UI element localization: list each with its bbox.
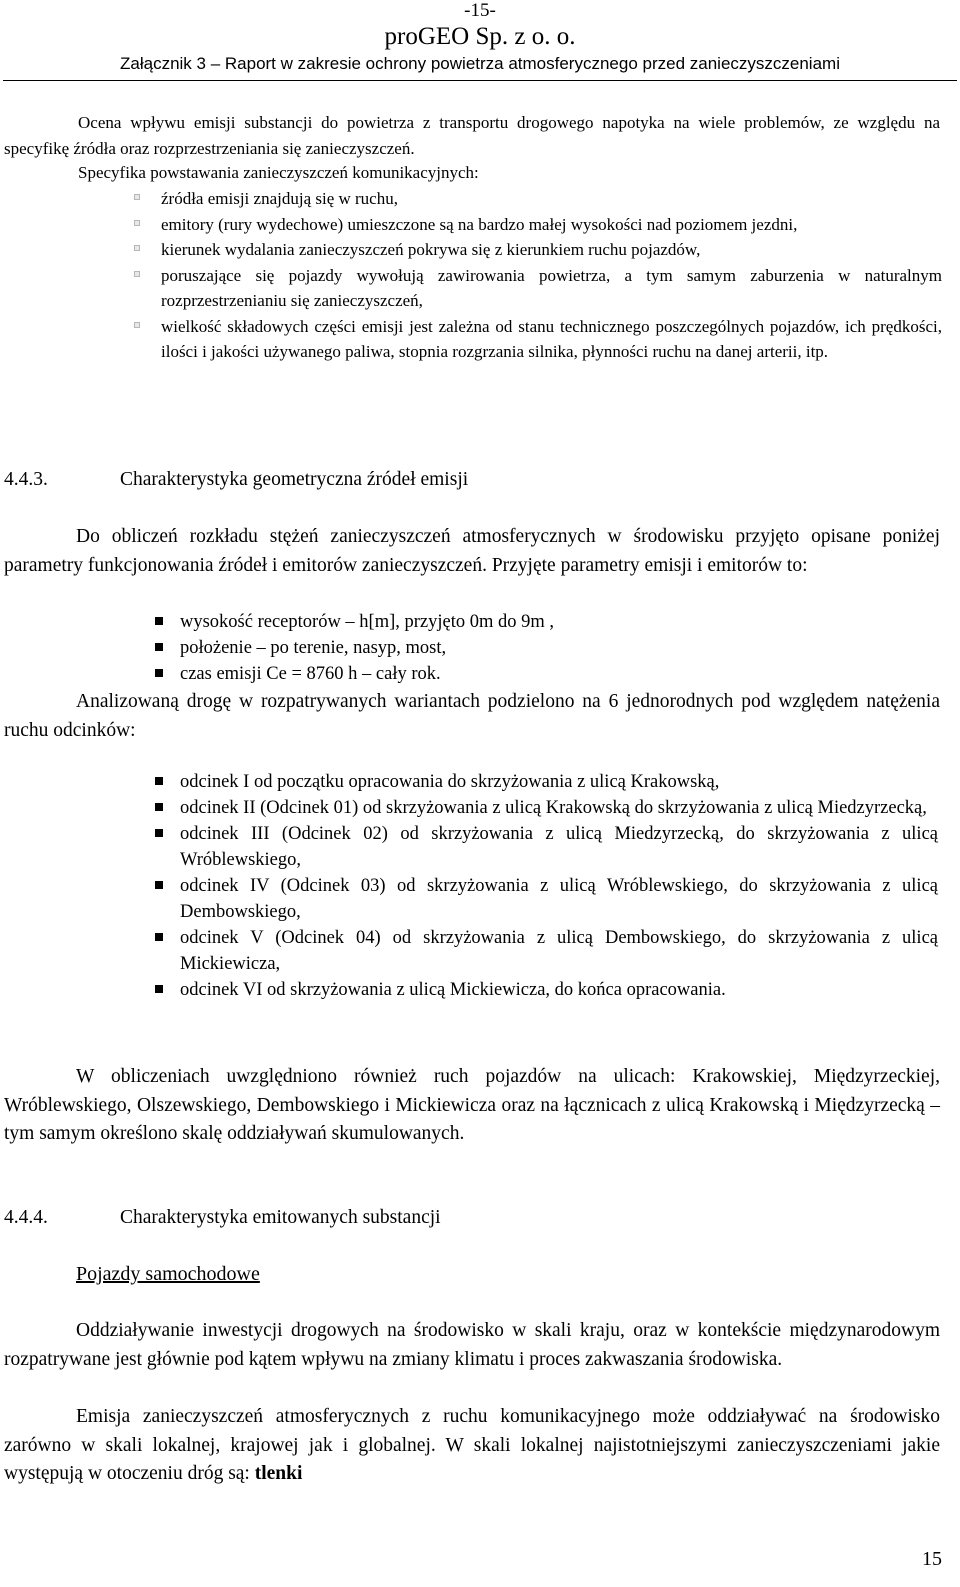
- square-bullet-icon: [155, 829, 163, 837]
- list-item: odcinek VI od skrzyżowania z ulicą Mickiewicza, do końca opracowania.: [148, 977, 938, 1003]
- square-bullet-icon: [134, 322, 140, 328]
- list-item: źródła emisji znajdują się w ruchu,: [124, 186, 942, 212]
- square-bullet-icon: [134, 271, 140, 277]
- segments-list: [148, 769, 938, 1003]
- list-item: emitory (rury wydechowe) umieszczone są na bardzo małej wysokości nad poziomem jezdni,: [124, 212, 942, 238]
- section-title: Charakterystyka geometryczna źródeł emisji: [120, 469, 469, 490]
- intro-list: [124, 186, 942, 365]
- header-company: proGEO Sp. z o. o.: [384, 23, 576, 50]
- list-item: czas emisji Ce = 8760 h – cały rok.: [148, 661, 908, 687]
- section-number: 4.4.3.: [4, 469, 48, 490]
- square-bullet-icon: [155, 803, 163, 811]
- square-bullet-icon: [155, 933, 163, 941]
- subheading-pojazdy: Pojazdy samochodowe: [76, 1263, 260, 1285]
- intro-lead: Specyfika powstawania zanieczyszczeń komunikacyjnych:: [78, 163, 479, 182]
- list-item: odcinek IV (Odcinek 03) od skrzyżowania z ulicą Wróblewskiego, do skrzyżowania z ulicą Dembowskiego,: [148, 873, 938, 925]
- list-item: wielkość składowych części emisji jest zależna od stanu technicznego poszczególnych pojazdów, ich prędkości, ilości i jakości używanego paliwa, stopnia rozgrzania silnika, płynności ruchu na danej arterii, itp.: [124, 314, 942, 365]
- section-444-paragraph-1: Oddziaływanie inwestycji drogowych na środowisko w skali kraju, oraz w kontekście międzynarodowym rozpatrywane jest głównie pod kątem wpływu na zmiany klimatu i proces zakwaszania środowiska.: [4, 1320, 940, 1370]
- section-number: 4.4.4.: [4, 1207, 48, 1228]
- square-bullet-icon: [155, 643, 163, 651]
- section-443-heading: [4, 467, 468, 493]
- section-444-heading: [4, 1205, 441, 1231]
- section-443-paragraph: Do obliczeń rozkładu stężeń zanieczyszczeń atmosferycznych w środowisku przyjęto opisane poniżej parametry funkcjonowania źródeł i emitorów zanieczyszczeń. Przyjęte parametry emisji i emitorów to:: [4, 526, 940, 576]
- intro-paragraph: Ocena wpływu emisji substancji do powietrza z transportu drogowego napotyka na wiele problemów, ze względu na specyfikę źródła oraz rozprzestrzeniania się zanieczyszczeń.: [4, 113, 940, 158]
- section-444-paragraph-2: Emisja zanieczyszczeń atmosferycznych z ruchu komunikacyjnego może oddziaływać na środowisko zarówno w skali lokalnej, krajowej jak i globalnej. W skali lokalnej najistotniejszymi zanieczyszczeniami jakie występują w otoczeniu dróg są: tlenki: [4, 1406, 940, 1484]
- square-bullet-icon: [155, 777, 163, 785]
- square-bullet-icon: [134, 220, 140, 226]
- square-bullet-icon: [134, 194, 140, 200]
- list-item: odcinek V (Odcinek 04) od skrzyżowania z ulicą Dembowskiego, do skrzyżowania z ulicą Mickiewicza,: [148, 925, 938, 977]
- params-list: [148, 609, 908, 687]
- road-paragraph: Analizowaną drogę w rozpatrywanych wariantach podzielono na 6 jednorodnych pod względem natężenia ruchu odcinków:: [4, 691, 940, 741]
- list-item: położenie – po terenie, nasyp, most,: [148, 635, 908, 661]
- header-divider: [3, 80, 957, 81]
- header-subtitle: Załącznik 3 – Raport w zakresie ochrony powietrza atmosferycznego przed zanieczyszczeniami: [120, 54, 840, 73]
- footer-page-number: 15: [922, 1548, 942, 1570]
- list-item: kierunek wydalania zanieczyszczeń pokrywa się z kierunkiem ruchu pojazdów,: [124, 237, 942, 263]
- list-item: odcinek III (Odcinek 02) od skrzyżowania z ulicą Miedzyrzecką, do skrzyżowania z ulicą Wróblewskiego,: [148, 821, 938, 873]
- square-bullet-icon: [134, 245, 140, 251]
- header-page-number: -15-: [464, 0, 496, 21]
- list-item: odcinek II (Odcinek 01) od skrzyżowania z ulicą Krakowską do skrzyżowania z ulicą Miedzyrzecką,: [148, 795, 938, 821]
- list-item: poruszające się pojazdy wywołują zawirowania powietrza, a tym samym zaburzenia w naturalnym rozprzestrzenianiu się zanieczyszczeń,: [124, 263, 942, 314]
- list-item: wysokość receptorów – h[m], przyjęto 0m do 9m ,: [148, 609, 908, 635]
- closing-paragraph: W obliczeniach uwzględniono również ruch pojazdów na ulicach: Krakowskiej, Międzyrzeckiej, Wróblewskiego, Olszewskiego, Dembowskiego i Mickiewicza oraz na łącznicach z ulicą Krakowską i Międzyrzecką – tym samym określono skalę oddziaływań skumulowanych.: [4, 1066, 940, 1144]
- square-bullet-icon: [155, 669, 163, 677]
- bold-term: tlenki: [254, 1463, 303, 1484]
- list-item: odcinek I od początku opracowania do skrzyżowania z ulicą Krakowską,: [148, 769, 938, 795]
- section-title: Charakterystyka emitowanych substancji: [120, 1207, 441, 1228]
- square-bullet-icon: [155, 617, 163, 625]
- square-bullet-icon: [155, 881, 163, 889]
- square-bullet-icon: [155, 985, 163, 993]
